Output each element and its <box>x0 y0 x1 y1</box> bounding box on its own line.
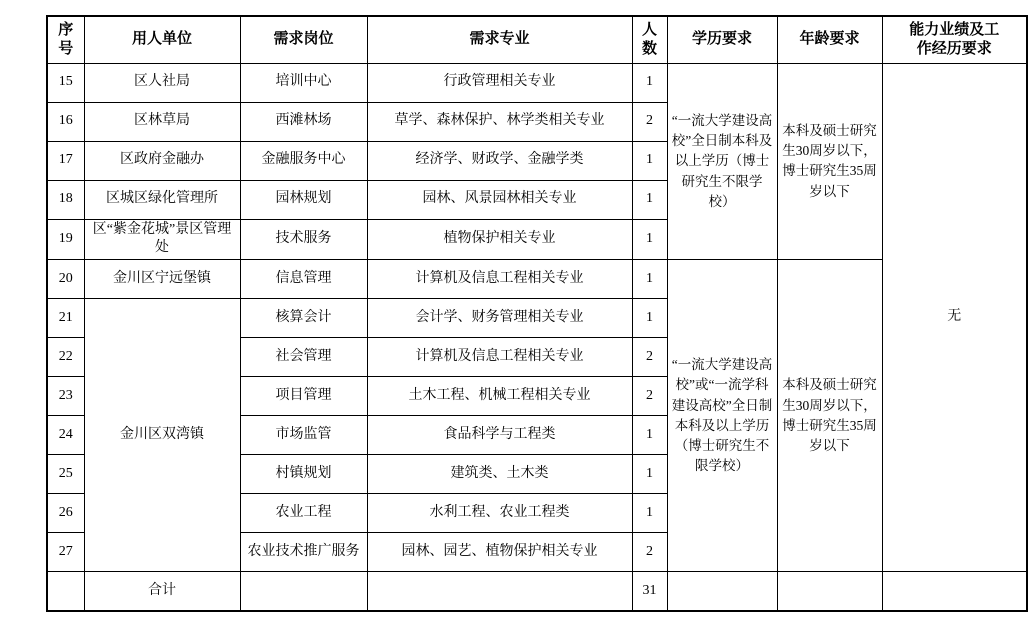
cell-index: 20 <box>47 260 84 299</box>
cell-index: 24 <box>47 416 84 455</box>
header-age <box>777 16 882 63</box>
cell-count: 1 <box>632 455 667 494</box>
cell-age: 本科及硕士研究生30周岁以下，博士研究生35周岁以下 <box>777 260 882 572</box>
cell-position: 社会管理 <box>240 338 367 377</box>
cell-major: 园林、风景园林相关专业 <box>367 180 632 219</box>
cell-education: “一流大学建设高校”或“一流学科建设高校”全日制本科及以上学历（博士研究生不限学校） <box>667 260 777 572</box>
cell-index: 17 <box>47 141 84 180</box>
cell-experience: 无 <box>882 63 1027 572</box>
cell-age <box>777 572 882 611</box>
cell-employer: 区城区绿化管理所 <box>84 180 240 219</box>
cell-major: 园林、园艺、植物保护相关专业 <box>367 533 632 572</box>
cell-position: 技术服务 <box>240 219 367 260</box>
cell-major: 建筑类、土木类 <box>367 455 632 494</box>
cell-index <box>47 572 84 611</box>
header-index <box>47 16 84 63</box>
header-experience <box>882 16 1027 63</box>
header-label-education: 学历要求 <box>691 30 752 48</box>
cell-index: 21 <box>47 299 84 338</box>
cell-position: 市场监管 <box>240 416 367 455</box>
cell-position: 西滩林场 <box>240 102 367 141</box>
header-label-employer: 用人单位 <box>131 30 192 48</box>
cell-index: 25 <box>47 455 84 494</box>
cell-count: 1 <box>632 219 667 260</box>
cell-position: 园林规划 <box>240 180 367 219</box>
header-label-position: 需求岗位 <box>273 30 334 48</box>
cell-employer: 合计 <box>84 572 240 611</box>
cell-index: 16 <box>47 102 84 141</box>
cell-count: 31 <box>632 572 667 611</box>
table-row <box>47 63 1027 102</box>
table-row <box>47 260 1027 299</box>
cell-major: 会计学、财务管理相关专业 <box>367 299 632 338</box>
header-label-experience: 能力业绩及工作经历要求 <box>909 21 1000 57</box>
cell-position: 村镇规划 <box>240 455 367 494</box>
cell-major: 水利工程、农业工程类 <box>367 494 632 533</box>
cell-index: 22 <box>47 338 84 377</box>
cell-position <box>240 572 367 611</box>
cell-age: 本科及硕士研究生30周岁以下，博士研究生35周岁以下 <box>777 63 882 260</box>
cell-position: 核算会计 <box>240 299 367 338</box>
cell-major: 土木工程、机械工程相关专业 <box>367 377 632 416</box>
cell-count: 1 <box>632 180 667 219</box>
cell-major: 草学、森林保护、林学类相关专业 <box>367 102 632 141</box>
cell-count: 1 <box>632 141 667 180</box>
recruitment-table <box>46 15 1028 612</box>
header-label-count: 人数 <box>641 21 657 57</box>
cell-employer: 区“紫金花城”景区管理处 <box>84 219 240 260</box>
cell-count: 2 <box>632 533 667 572</box>
cell-position: 农业工程 <box>240 494 367 533</box>
cell-employer: 区林草局 <box>84 102 240 141</box>
cell-index: 19 <box>47 219 84 260</box>
cell-employer: 金川区宁远堡镇 <box>84 260 240 299</box>
header-education <box>667 16 777 63</box>
header-position <box>240 16 367 63</box>
cell-index: 15 <box>47 63 84 102</box>
cell-education: “一流大学建设高校”全日制本科及以上学历（博士研究生不限学校） <box>667 63 777 260</box>
cell-count: 1 <box>632 494 667 533</box>
cell-index: 18 <box>47 180 84 219</box>
cell-education <box>667 572 777 611</box>
table-body <box>47 63 1027 611</box>
table-row <box>47 572 1027 611</box>
cell-count: 1 <box>632 63 667 102</box>
header-major <box>367 16 632 63</box>
cell-employer: 金川区双湾镇 <box>84 299 240 572</box>
cell-position: 项目管理 <box>240 377 367 416</box>
recruitment-requirements-table <box>46 15 1028 612</box>
cell-position: 金融服务中心 <box>240 141 367 180</box>
cell-major: 计算机及信息工程相关专业 <box>367 338 632 377</box>
cell-count: 1 <box>632 299 667 338</box>
cell-position: 信息管理 <box>240 260 367 299</box>
cell-major: 行政管理相关专业 <box>367 63 632 102</box>
cell-major: 食品科学与工程类 <box>367 416 632 455</box>
header-label-major: 需求专业 <box>469 30 530 48</box>
cell-index: 23 <box>47 377 84 416</box>
cell-index: 26 <box>47 494 84 533</box>
cell-employer: 区人社局 <box>84 63 240 102</box>
cell-position: 培训中心 <box>240 63 367 102</box>
cell-count: 2 <box>632 338 667 377</box>
cell-major: 植物保护相关专业 <box>367 219 632 260</box>
cell-count: 1 <box>632 260 667 299</box>
header-label-age: 年龄要求 <box>799 30 860 48</box>
header-count <box>632 16 667 63</box>
cell-count: 2 <box>632 102 667 141</box>
cell-count: 1 <box>632 416 667 455</box>
header-employer <box>84 16 240 63</box>
header-label-index: 序号 <box>58 21 74 57</box>
cell-major: 计算机及信息工程相关专业 <box>367 260 632 299</box>
cell-major <box>367 572 632 611</box>
cell-position: 农业技术推广服务 <box>240 533 367 572</box>
cell-employer: 区政府金融办 <box>84 141 240 180</box>
cell-major: 经济学、财政学、金融学类 <box>367 141 632 180</box>
cell-experience <box>882 572 1027 611</box>
cell-index: 27 <box>47 533 84 572</box>
header-row <box>47 16 1027 63</box>
cell-count: 2 <box>632 377 667 416</box>
